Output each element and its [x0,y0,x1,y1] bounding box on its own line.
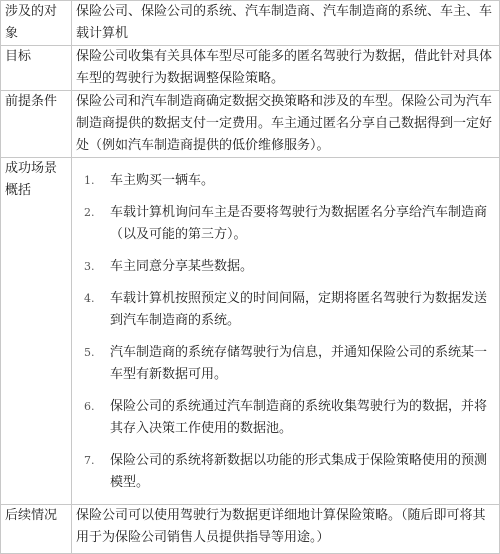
row-goal [1,46,500,91]
goal-label: 目标 [1,46,72,91]
step-number: 2. [84,206,95,219]
list-item [76,450,495,494]
step-text: 车载计算机询问车主是否要将驾驶行为数据匿名分享给汽车制造商（以及可能的第三方）。 [110,205,488,242]
row-success-scenario [1,158,500,505]
step-number: 7. [84,454,95,467]
step-text: 车载计算机按照预定义的时间间隔，定期将匿名驾驶行为数据发送到汽车制造商的系统。 [110,291,488,328]
step-number: 1. [84,174,95,187]
list-item [76,396,495,440]
step-number: 5. [84,346,95,359]
step-text: 保险公司的系统通过汽车制造商的系统收集驾驶行为的数据，并将其存入决策工作使用的数据池。 [110,399,488,436]
list-item [76,202,495,246]
row-actors [1,1,500,46]
step-text: 汽车制造商的系统存储驾驶行为信息，并通知保险公司的系统某一车型有新数据可用。 [110,345,488,382]
actors-content: 保险公司、保险公司的系统、汽车制造商、汽车制造商的系统、车主、车载计算机 [72,1,500,46]
step-text: 保险公司的系统将新数据以功能的形式集成于保险策略使用的预测模型。 [110,453,488,490]
steps-list [76,158,495,494]
success-scenario-content [72,158,500,505]
step-text: 车主购买一辆车。 [110,173,215,188]
goal-content: 保险公司收集有关具体车型尽可能多的匿名驾驶行为数据，借此针对具体车型的驾驶行为数据调整保险策略。 [72,46,500,91]
success-scenario-label: 成功场景概括 [1,158,72,505]
step-number: 6. [84,400,95,413]
postconditions-label: 后续情况 [1,505,72,554]
list-item [76,256,495,278]
step-number: 3. [84,260,95,273]
step-text: 车主同意分享某些数据。 [110,259,254,274]
preconditions-content: 保险公司和汽车制造商确定数据交换策略和涉及的车型。保险公司为汽车制造商提供的数据支付一定费用。车主通过匿名分享自己数据得到一定好处（例如汽车制造商提供的低价维修服务）。 [72,91,500,158]
postconditions-content: 保险公司可以使用驾驶行为数据更详细地计算保险策略。（随后即可将其用于为保险公司销售人员提供指导等用途。） [72,505,500,554]
row-postconditions [1,505,500,554]
list-item [76,342,495,386]
list-item [76,170,495,192]
actors-label: 涉及的对象 [1,1,72,46]
step-number: 4. [84,292,95,305]
row-preconditions [1,91,500,158]
preconditions-label: 前提条件 [1,91,72,158]
list-item [76,288,495,332]
